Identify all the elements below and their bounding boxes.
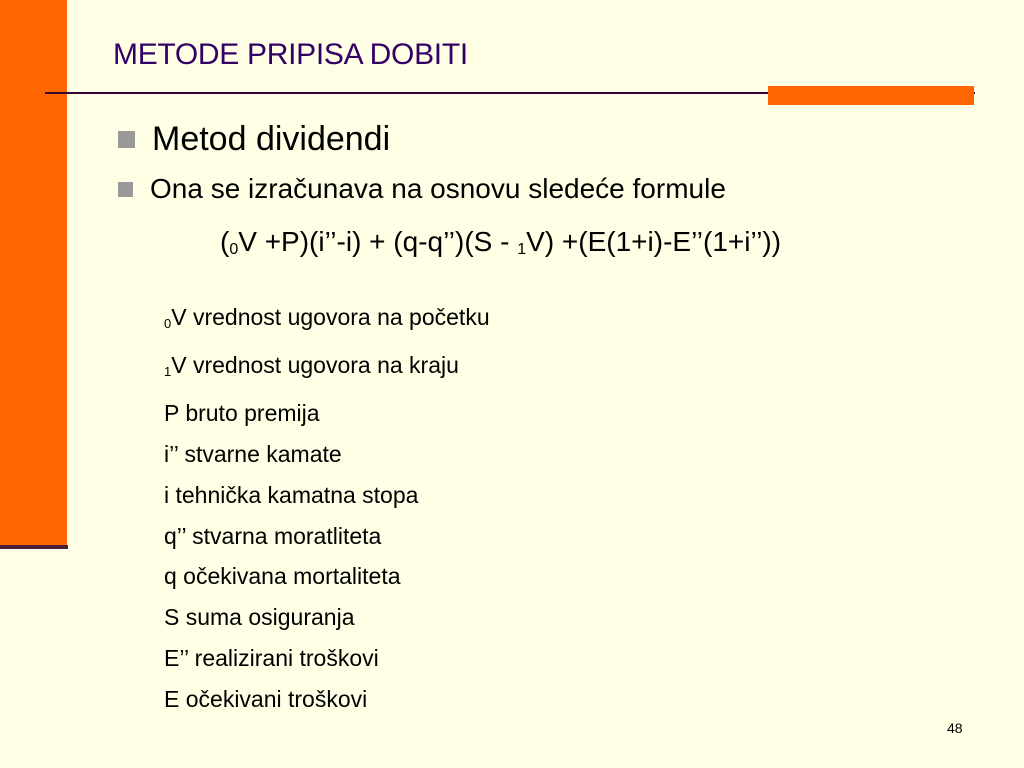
left-dark-line [0,545,68,549]
definition-text: E’’ realizirani troškovi [164,645,379,672]
definition-subscript: 0 [164,316,172,331]
definition-item [164,679,490,720]
bullet-text: Ona se izračunava na osnovu sledeće formule [150,173,726,204]
formula-subscript: 1 [517,241,527,258]
definition-item [164,345,490,393]
square-bullet-icon [118,131,135,148]
definition-item [164,475,490,516]
definition-item [164,434,490,475]
definition-subscript: 1 [164,363,172,379]
definition-text: V vrednost ugovora na početku [171,304,490,330]
definitions-list [164,297,490,720]
definition-text: i tehnička kamatna stopa [164,481,419,508]
definition-item [164,393,490,434]
definition-item [164,556,490,597]
definition-item [164,597,490,638]
bullet-text: Metod dividendi [152,120,391,158]
formula-part: V +P)(i’’-i) + (q-q’’)(S - [238,226,518,257]
definition-text: q očekivana mortaliteta [164,563,401,590]
formula-part: V) +(E(1+i)-E’’(1+i’’)) [526,226,782,257]
definition-text: S suma osiguranja [164,604,355,631]
square-bullet-icon [118,182,133,197]
bullet-item-formula-intro [118,173,726,205]
definition-item [164,297,490,345]
page-number: 48 [947,720,963,736]
left-orange-bar [0,0,67,545]
formula-subscript: 0 [229,241,239,258]
bullet-item-metod [118,120,390,159]
definition-item [164,516,490,557]
slide-title: METODE PRIPISA DOBITI [113,38,468,71]
definition-item [164,638,490,679]
title-orange-accent [768,86,974,105]
definition-text: i’’ stvarne kamate [164,440,342,467]
formula [220,226,781,259]
formula-open: ( [220,226,230,257]
definition-text: P bruto premija [164,399,320,426]
definition-text: E očekivani troškovi [164,686,368,713]
definition-text: q’’ stvarna moratliteta [164,522,382,549]
definition-text: V vrednost ugovora na kraju [171,351,459,378]
